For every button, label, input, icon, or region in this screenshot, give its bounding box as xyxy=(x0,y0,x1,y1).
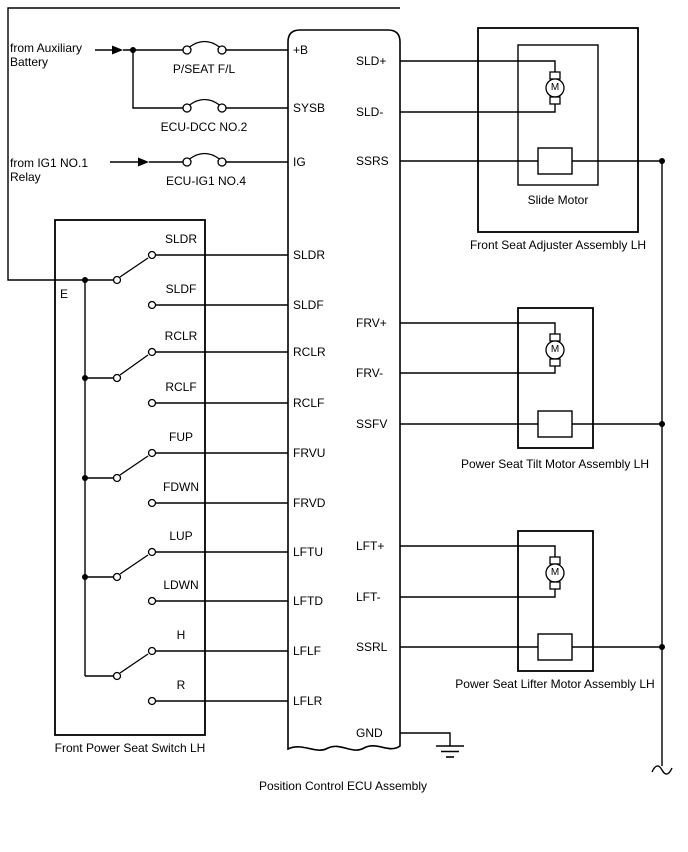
switch-contact-label-lup: LUP xyxy=(169,529,193,543)
ecu-pin-frvu: FRVU xyxy=(293,446,326,460)
ig-source-label-line1: from IG1 NO.1 xyxy=(10,156,89,170)
ecu-pin-lflr: LFLR xyxy=(293,694,323,708)
lifter-position-sensor xyxy=(538,634,572,660)
ecu-pin-lftu: LFTU xyxy=(293,545,323,559)
ecu-pin-gnd: GND xyxy=(356,726,383,740)
adjuster-assembly-label: Front Seat Adjuster Assembly LH xyxy=(469,238,647,252)
ecu-pin-sldr: SLDR xyxy=(293,248,326,262)
junction-dots xyxy=(82,47,665,650)
tilt-position-sensor xyxy=(538,411,572,437)
switch-contact-label-fup: FUP xyxy=(169,430,193,444)
switch-contact-label-rclr: RCLR xyxy=(164,329,198,343)
ecu-pin-frv-minus: FRV- xyxy=(356,366,384,380)
ecu-pin-sld-minus: SLD- xyxy=(356,105,384,119)
fuse-ecu-ig1-label: ECU-IG1 NO.4 xyxy=(165,174,246,188)
fuse-pseat-fl-icon xyxy=(183,42,226,55)
wire-break-icon xyxy=(652,766,672,774)
slide-motor-label: Slide Motor xyxy=(527,193,589,207)
ecu-pin-lft-plus: LFT+ xyxy=(356,539,385,553)
switch-contact-label-r: R xyxy=(176,678,186,692)
ecu-pin-ig: IG xyxy=(293,155,306,169)
ecu-pin-ssfv: SSFV xyxy=(356,417,388,431)
ecu-pin-lftd: LFTD xyxy=(293,594,323,608)
ecu-pin-frv-plus: FRV+ xyxy=(356,316,387,330)
tilt-motor-letter: M xyxy=(550,344,560,355)
ecu-pin-lflf: LFLF xyxy=(293,644,322,658)
ecu-pin-rclr: RCLR xyxy=(293,345,326,359)
ecu-pin-sysb: SYSB xyxy=(293,101,326,115)
switch-box-label: Front Power Seat Switch LH xyxy=(54,741,206,755)
switch-contact-label-h: H xyxy=(176,628,186,642)
fuse-ecu-ig1-icon xyxy=(183,154,226,167)
ecu-pin-ssrl: SSRL xyxy=(356,640,388,654)
ecu-pin-plus-b: +B xyxy=(293,43,309,57)
switch-contact-label-sldf: SLDF xyxy=(165,282,197,296)
ecu-pin-lft-minus: LFT- xyxy=(356,590,381,604)
lifter-assembly-label: Power Seat Lifter Motor Assembly LH xyxy=(455,677,655,691)
ecu-label: Position Control ECU Assembly xyxy=(258,779,428,793)
switch-contact-label-ldwn: LDWN xyxy=(163,578,199,592)
switch-contact-label-fdwn: FDWN xyxy=(163,480,199,494)
fuse-ecu-dcc-icon xyxy=(183,100,226,113)
battery-source-label-line1: from Auxiliary xyxy=(10,41,83,55)
arrow-right-icon xyxy=(138,158,149,167)
slide-position-sensor xyxy=(538,148,572,174)
ground-icon xyxy=(436,746,464,757)
lifter-motor-letter: M xyxy=(550,567,560,578)
ig-feed-circuit xyxy=(110,158,288,167)
ecu-to-motor-wires xyxy=(400,61,662,647)
gnd-wire xyxy=(400,733,450,746)
switch-contact-label-sldr: SLDR xyxy=(164,232,197,246)
switch-box xyxy=(55,220,205,735)
fuse-pseat-fl-label: P/SEAT F/L xyxy=(172,62,236,76)
ecu-pin-sld-plus: SLD+ xyxy=(356,54,387,68)
ecu-pin-rclf: RCLF xyxy=(293,396,325,410)
arrow-right-icon xyxy=(112,46,123,55)
switch-contact-label-rclf: RCLF xyxy=(165,380,197,394)
switch-earth-label: E xyxy=(60,287,69,301)
ecu-pin-ssrs: SSRS xyxy=(356,154,389,168)
fuse-ecu-dcc-label: ECU-DCC NO.2 xyxy=(160,120,248,134)
switch-common-contacts xyxy=(114,277,121,680)
ecu-pin-sldf: SLDF xyxy=(293,298,324,312)
battery-source-label-line2: Battery xyxy=(10,55,49,69)
ig-source-label-line2: Relay xyxy=(10,170,41,184)
switch-levers xyxy=(120,258,148,673)
ecu-pin-frvd: FRVD xyxy=(293,496,326,510)
tilt-assembly-label: Power Seat Tilt Motor Assembly LH xyxy=(460,457,650,471)
slide-motor-letter: M xyxy=(550,82,560,93)
